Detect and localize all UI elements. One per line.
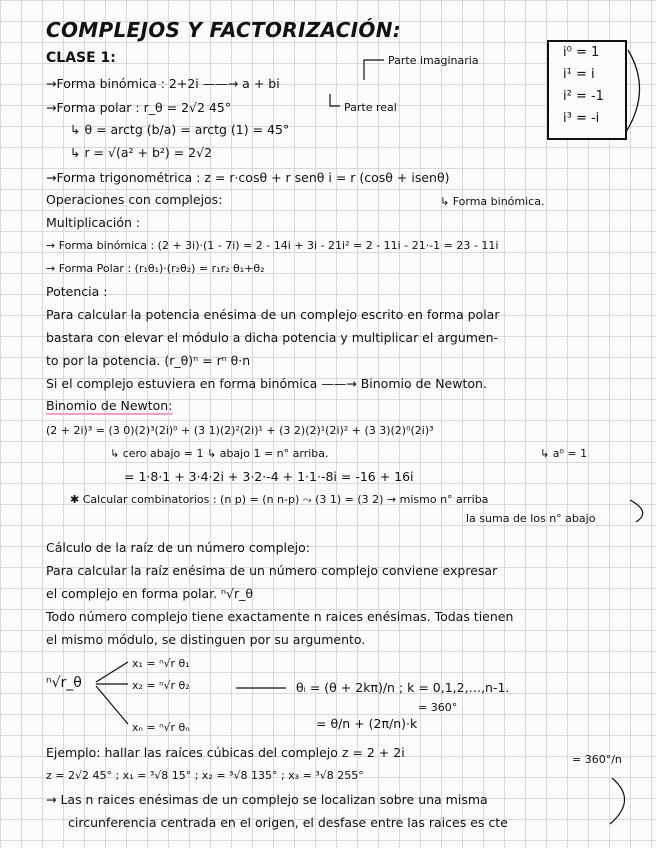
mult-binomica-line: → Forma binómica : (2 + 3i)·(1 - 7i) = 2 - 14i + 3i - 21i² = 2 - 11i - 21·-1 = 23 - 11i [46,239,499,252]
theta-i-formula-2: = θ/n + (2π/n)·k [316,716,418,731]
nth-root-symbol: ⁿ√r_θ [46,675,82,691]
potencia-paragraph-3: to por la potencia. (r_θ)ⁿ = rⁿ θ·n [46,353,251,368]
raiz-paragraph-2: el complejo en forma polar. ⁿ√r_θ [46,586,254,601]
power-i2: i² = -1 [563,89,604,104]
theta-i-formula: θᵢ = (θ + 2kπ)/n ; k = 0,1,2,…,n-1. [296,680,510,695]
potencia-heading: Potencia : [46,284,108,299]
combinatorios-line: ✱ Calcular combinatorios : (n p) = (n n-p) ⤳ (3 1) = (3 2) → mismo n° arriba [70,493,489,506]
final-line-2: circunferencia centrada en el origen, el desfase entre las raices es cte [68,815,508,830]
binomica-newton-line: Si el complejo estuviera en forma binómica ——→ Binomio de Newton. [46,376,487,391]
forma-trigonometrica-line: →Forma trigonométrica : z = r·cosθ + r senθ i = r (cosθ + isenθ) [46,170,450,185]
potencia-paragraph-1: Para calcular la potencia enésima de un complejo escrito en forma polar [46,307,500,322]
page-title: COMPLEJOS Y FACTORIZACIÓN: [46,18,402,42]
arrow-imaginaria [364,60,384,80]
raiz-heading: Cálculo de la raíz de un número complejo: [46,540,311,555]
r-line: ↳ r = √(a² + b²) = 2√2 [70,145,213,160]
box-curve-arrow [626,50,640,132]
parte-real-label: Parte real [344,101,397,114]
raiz-paragraph-3: Todo número complejo tiene exactamente n raices enésimas. Todas tienen [46,609,514,624]
root-xn: xₙ = ⁿ√r θₙ [132,721,190,734]
power-i0: i⁰ = 1 [563,45,600,60]
binomio-heading: Binomio de Newton: [46,398,173,413]
multiplicacion-heading: Multiplicación : [46,215,141,230]
arrow-real [330,94,340,106]
binomio-result: = 1·8·1 + 3·4·2i + 3·2·-4 + 1·1·-8i = -16 + 16i [124,469,414,484]
raiz-paragraph-4: el mismo módulo, se distinguen por su argumento. [46,632,366,647]
combinatorios-curve [630,500,643,522]
operaciones-heading: Operaciones con complejos: [46,192,223,207]
forma-binomica-note: ↳ Forma binómica. [440,195,545,208]
binomio-expansion: (2 + 2i)³ = (3 0)(2)³(2i)⁰ + (3 1)(2)²(2i)¹ + (3 2)(2)¹(2i)² + (3 3)(2)⁰(2i)³ [46,424,434,437]
raiz-paragraph-1: Para calcular la raíz enésima de un número complejo conviene expresar [46,563,498,578]
ejemplo-line: Ejemplo: hallar las raíces cúbicas del complejo z = 2 + 2i [46,745,405,760]
forma-binomica-line: →Forma binómica : 2+2i ——→ a + bi [46,76,280,91]
parte-imaginaria-label: Parte imaginaria [388,54,479,67]
final-line-1: → Las n raices enésimas de un complejo se localizan sobre una misma [46,792,488,807]
root-x1: x₁ = ⁿ√r θ₁ [132,657,190,670]
cero-abajo-note: ↳ cero abajo = 1 ↳ abajo 1 = n° arriba. [110,447,329,460]
roots-branch-lines [96,662,128,724]
root-x2: x₂ = ⁿ√r θ₂ [132,679,190,692]
mult-polar-line: → Forma Polar : (r₁θ₁)·(r₂θ₂) = r₁r₂ θ₁+θ₂ [46,262,265,275]
ejemplo-roots: z = 2√2 45° ; x₁ = ³√8 15° ; x₂ = ³√8 135° ; x₃ = ³√8 255° [46,769,364,782]
potencia-paragraph-2: bastara con elevar el módulo a dicha potencia y multiplicar el argumen- [46,330,499,345]
suma-abajo-note: la suma de los n° abajo [466,512,596,525]
power-i3: i³ = -i [563,111,600,126]
frac-360-n: = 360°/n [572,753,622,766]
final-curve [610,778,625,824]
a0-note: ↳ a⁰ = 1 [540,447,588,460]
n360-note: = 360° [418,701,458,714]
forma-polar-line: →Forma polar : r_θ = 2√2 45° [46,100,232,115]
power-i1: i¹ = i [563,67,595,82]
class-heading: CLASE 1: [46,50,116,66]
theta-line: ↳ θ = arctg (b/a) = arctg (1) = 45° [70,122,290,137]
